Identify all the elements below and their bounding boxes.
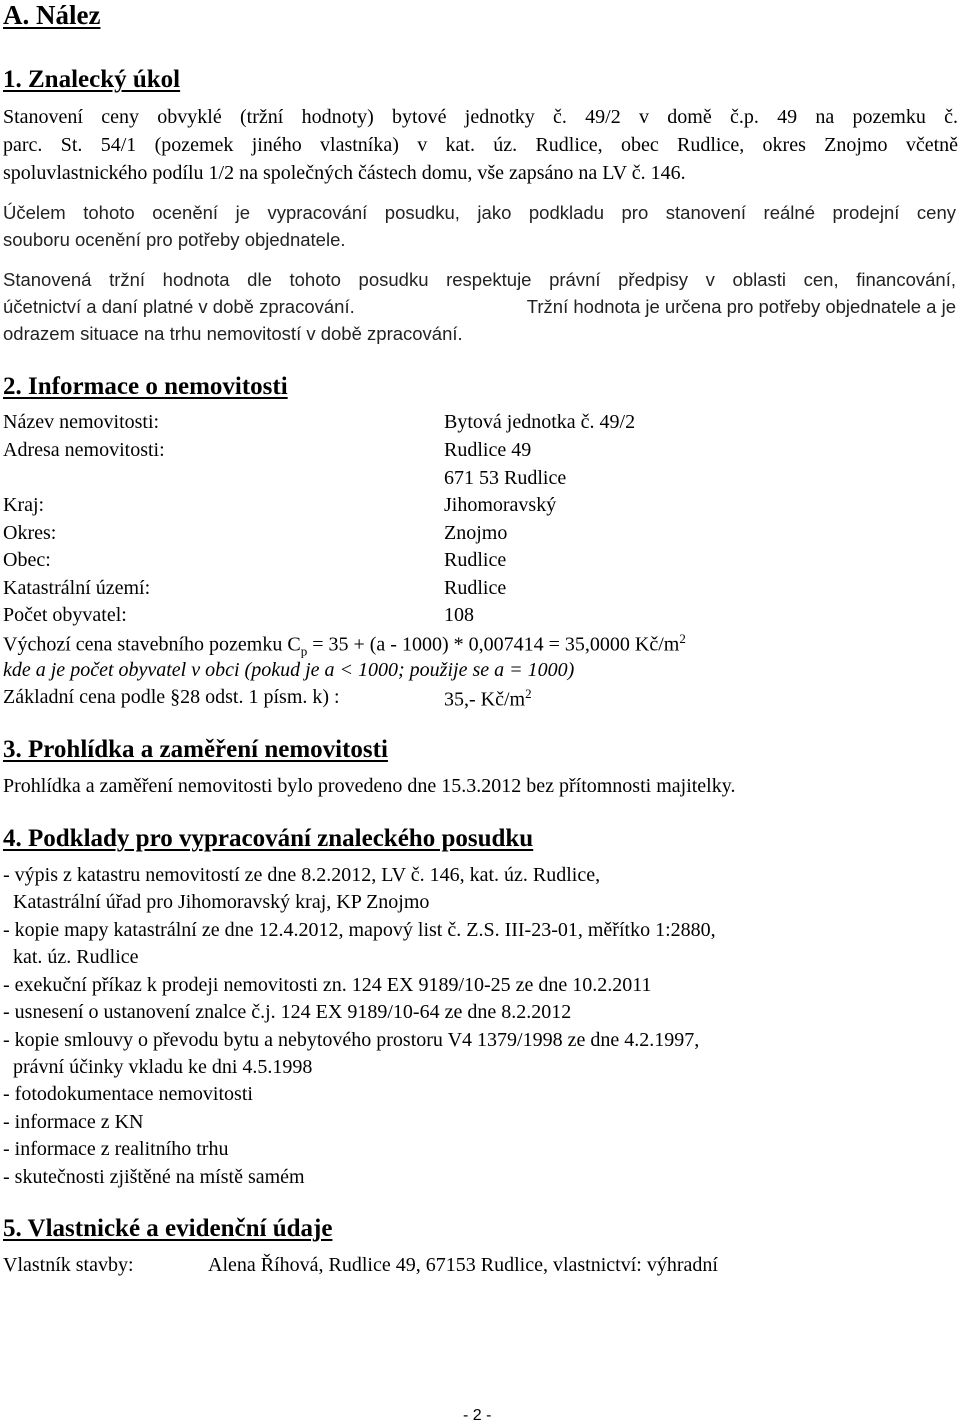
sources-line-4: kat. úz. Rudlice: [3, 946, 139, 968]
formula-rest: = 35 + (a - 1000) * 0,007414 = 35,0000 Kč/m: [307, 633, 680, 656]
sources-line-11: - informace z realitního trhu: [3, 1138, 229, 1160]
s1-p3-line2: [3, 296, 956, 318]
info-value-address-2: 671 53 Rudlice: [444, 467, 567, 489]
s1-p1-line1: Stanovení ceny obvyklé (tržní hodnoty) bytové jednotky č. 49/2 v domě č.p. 49 na pozemku č.: [3, 106, 958, 128]
inspection-text: Prohlídka a zaměření nemovitosti bylo provedeno dne 15.3.2012 bez přítomnosti majitelky.: [3, 775, 736, 797]
info-label-population: Počet obyvatel:: [3, 604, 127, 626]
sources-line-10: - informace z KN: [3, 1111, 144, 1133]
sources-line-12: - skutečnosti zjištěné na místě samém: [3, 1166, 305, 1188]
section-5-title: 5. Vlastnické a evidenční údaje: [3, 1215, 333, 1242]
info-value-region: Jihomoravský: [444, 494, 557, 516]
sources-line-7: - kopie smlouvy o převodu bytu a nebytového prostoru V4 1379/1998 ze dne 4.2.1997,: [3, 1029, 700, 1051]
info-value-district: Znojmo: [444, 522, 508, 544]
base-price-label: Základní cena podle §28 odst. 1 písm. k) :: [3, 686, 340, 708]
info-label-municipality: Obec:: [3, 549, 51, 571]
base-price-amount: 35,- Kč/m: [444, 688, 526, 711]
sources-line-3: - kopie mapy katastrální ze dne 12.4.2012, mapový list č. Z.S. III-23-01, měřítko 1:2880,: [3, 919, 716, 941]
owner-value: Alena Říhová, Rudlice 49, 67153 Rudlice, vlastnictví: výhradní: [208, 1254, 718, 1276]
owner-label: Vlastník stavby:: [3, 1254, 134, 1276]
s1-p1-line2: parc. St. 54/1 (pozemek jiného vlastníka) v kat. úz. Rudlice, obec Rudlice, okres Znojmo včetně: [3, 134, 958, 156]
sources-line-1: - výpis z katastru nemovitostí ze dne 8.2.2012, LV č. 146, kat. úz. Rudlice,: [3, 864, 601, 886]
info-value-address: Rudlice 49: [444, 439, 532, 461]
base-price-value: [444, 686, 532, 712]
s1-p3-line2-part2: Tržní hodnota je určena pro potřeby objednatele a je: [521, 296, 956, 317]
info-label-district: Okres:: [3, 522, 57, 544]
info-value-name: Bytová jednotka č. 49/2: [444, 411, 636, 433]
s1-p3-line1: Stanovená tržní hodnota dle tohoto posudku respektuje právní předpisy v oblasti cen, financování,: [3, 269, 956, 290]
sources-line-8: právní účinky vkladu ke dni 4.5.1998: [3, 1056, 313, 1078]
s1-p3-line3: odrazem situace na trhu nemovitostí v době zpracování.: [3, 323, 463, 344]
s1-p3-line2-part1: účetnictví a daní platné v době zpracování.: [3, 296, 355, 317]
info-label-address: Adresa nemovitosti:: [3, 439, 165, 461]
section-2-title: 2. Informace o nemovitosti: [3, 373, 288, 400]
formula-sub: p: [300, 643, 308, 659]
section-3-title: 3. Prohlídka a zaměření nemovitosti: [3, 736, 388, 763]
sources-line-5: - exekuční příkaz k prodeji nemovitosti zn. 124 EX 9189/10-25 ze dne 10.2.2011: [3, 974, 652, 996]
info-label-name: Název nemovitosti:: [3, 411, 160, 433]
formula-note: kde a je počet obyvatel v obci (pokud je a < 1000; použije se a = 1000): [3, 659, 575, 681]
s1-p1-line3: spoluvlastnického podílu 1/2 na společných částech domu, vše zapsáno na LV č. 146.: [3, 162, 686, 184]
formula-prefix: Výchozí cena stavebního pozemku C: [3, 633, 301, 656]
info-label-cadastre: Katastrální území:: [3, 577, 151, 599]
base-price-sup: 2: [525, 686, 532, 701]
page-number: - 2 -: [463, 1407, 492, 1424]
s1-p2-line1: Účelem tohoto ocenění je vypracování posudku, jako podkladu pro stanovení reálné prodejní ceny: [3, 202, 956, 223]
info-value-cadastre: Rudlice: [444, 577, 507, 599]
s1-p2-line2: souboru ocenění pro potřeby objednatele.: [3, 229, 346, 250]
section-1-title: 1. Znalecký úkol: [3, 66, 181, 93]
land-price-formula: [3, 631, 686, 660]
formula-sup: 2: [679, 631, 686, 646]
sources-line-9: - fotodokumentace nemovitosti: [3, 1083, 253, 1105]
sources-line-2: Katastrální úřad pro Jihomoravský kraj, KP Znojmo: [3, 891, 430, 913]
info-label-region: Kraj:: [3, 494, 45, 516]
section-4-title: 4. Podklady pro vypracování znaleckého posudku: [3, 825, 534, 852]
info-value-population: 108: [444, 604, 474, 626]
info-value-municipality: Rudlice: [444, 549, 507, 571]
sources-line-6: - usnesení o ustanovení znalce č.j. 124 EX 9189/10-64 ze dne 8.2.2012: [3, 1001, 572, 1023]
main-heading: A. Nález: [3, 0, 101, 30]
